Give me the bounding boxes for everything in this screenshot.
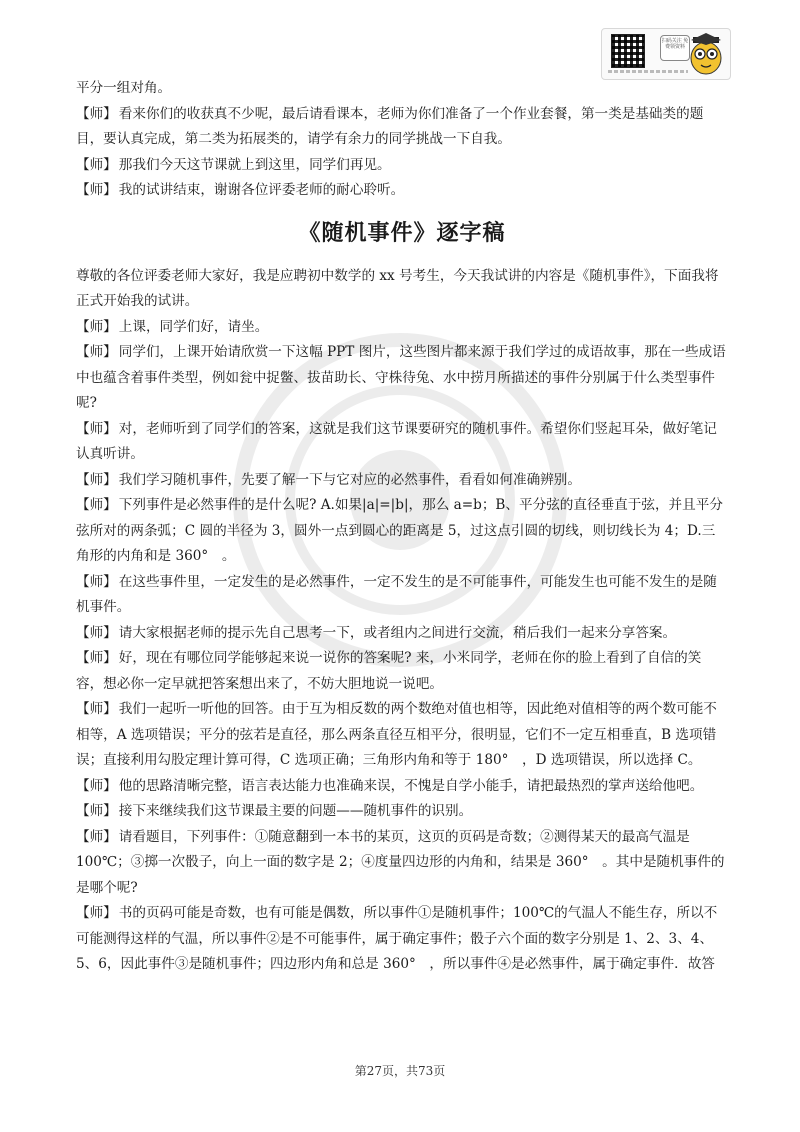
- paragraph: [76, 340, 728, 417]
- paragraph: [76, 901, 728, 978]
- paragraph: [76, 697, 728, 774]
- paragraph-text: 请大家根据老师的提示先自己思考一下，或者组内之间进行交流，稍后我们一起来分享答案。: [118, 624, 677, 641]
- speaker-tag: 【师】: [76, 156, 117, 173]
- paragraph-text: 他的思路清晰完整，语言表达能力也准确来误，不愧是自学小能手，请把最热烈的掌声送给他吧。: [118, 777, 704, 794]
- speaker-tag: 【师】: [76, 420, 117, 437]
- paragraph: [76, 799, 728, 825]
- paragraph: [76, 76, 728, 102]
- paragraph-text: 我的试讲结束，谢谢各位评委老师的耐心聆听。: [118, 182, 405, 198]
- document-body: [76, 76, 728, 978]
- paragraph: [76, 493, 728, 570]
- paragraph-text: 在这些事件里，一定发生的是必然事件，一定不发生的是不可能事件，可能发生也可能不发生的是随机事件。: [76, 573, 717, 615]
- header-badge: [601, 28, 731, 80]
- badge-text: 扫码关注 免费领资料: [660, 35, 690, 61]
- speaker-tag: 【师】: [76, 777, 117, 794]
- section-after-title: [76, 264, 728, 978]
- qr-code[interactable]: [612, 35, 644, 67]
- paragraph-text: 那我们今天这节课就上到这里，同学们再见。: [118, 156, 391, 173]
- speaker-tag: 【师】: [76, 828, 117, 845]
- paragraph-text: 看来你们的收获真不少呢，最后请看课本，老师为你们准备了一个作业套餐，第一类是基础类的题目，要认真完成，第二类为拓展类的，请学有余力的同学挑战一下自我。: [76, 105, 704, 147]
- speaker-tag: 【师】: [76, 573, 117, 590]
- speaker-tag: 【师】: [76, 105, 117, 122]
- paragraph: [76, 646, 728, 697]
- paragraph-text: 接下来继续我们这节课最主要的问题——随机事件的识别。: [118, 803, 473, 819]
- speaker-tag: 【师】: [76, 344, 117, 360]
- page-number: 第27页，共73页: [354, 1064, 446, 1078]
- document-title: 《随机事件》逐字稿: [298, 219, 506, 246]
- paragraph: [76, 102, 728, 153]
- paragraph-text: 我们学习随机事件，先要了解一下与它对应的必然事件，看看如何准确辨别。: [118, 471, 581, 488]
- speaker-tag: 【师】: [76, 624, 117, 641]
- paragraph-text: 尊敬的各位评委老师大家好，我是应聘初中数学的 xx 号考生，今天我试讲的内容是《随机事件》，下面我将正式开始我的试讲。: [76, 267, 719, 309]
- section-before-title: [76, 76, 728, 204]
- paragraph-text: 下列事件是必然事件的是什么呢? A.如果|a|=|b|，那么 a=b；B、平分弦的直径垂直于弦，并且平分弦所对的两条弧；C 圆的半径为 3，圆外一点到圆心的距离是 5，过这点引圆的切线，则切线长为 4；D.三角形的内角和是 360° 。: [76, 497, 723, 564]
- paragraph-text: 上课，同学们好，请坐。: [118, 318, 269, 335]
- speaker-tag: 【师】: [76, 701, 117, 717]
- paragraph: [76, 417, 728, 468]
- paragraph: [76, 153, 728, 179]
- speaker-tag: 【师】: [76, 471, 117, 488]
- speaker-tag: 【师】: [76, 318, 117, 335]
- paragraph: [76, 468, 728, 494]
- paragraph-text: 对，老师听到了同学们的答案，这就是我们这节课要研究的随机事件。希望你们竖起耳朵，做好笔记认真听讲。: [76, 420, 717, 462]
- paragraph: [76, 825, 728, 902]
- paragraph-text: 同学们，上课开始请欣赏一下这幅 PPT 图片，这些图片都来源于我们学过的成语故事，那在一些成语中也蕴含着事件类型，例如瓮中捉鳖、拔苗助长、守株待兔、水中捞月所描述的事件分别属于什么类型事件呢?: [76, 344, 726, 411]
- speaker-tag: 【师】: [76, 182, 117, 198]
- speaker-tag: 【师】: [76, 803, 117, 819]
- paragraph-text: 平分一组对角。: [76, 80, 172, 96]
- speaker-tag: 【师】: [76, 650, 117, 666]
- speaker-tag: 【师】: [76, 497, 117, 513]
- paragraph: [76, 774, 728, 800]
- paragraph-text: 我们一起听一听他的回答。由于互为相反数的两个数绝对值也相等，因此绝对值相等的两个数可能不相等，A 选项错误；平分的弦若是直径，那么两条直径互相平分，很明显，它们不一定互相垂直，B 选项错误；直接利用勾股定理计算可得，C 选项正确；三角形内角和等于 180° ，D 选项错误，所以选择 C。: [76, 701, 717, 768]
- paragraph-text: 好，现在有哪位同学能够起来说一说你的答案呢? 来，小米同学，老师在你的脸上看到了自信的笑容，想必你一定早就把答案想出来了，不妨大胆地说一说吧。: [76, 650, 702, 692]
- paragraph: [76, 315, 728, 341]
- mascot-icon: [688, 32, 724, 76]
- badge-caption: [608, 70, 688, 73]
- paragraph: [76, 264, 728, 315]
- paragraph: [76, 178, 728, 204]
- paragraph: [76, 570, 728, 621]
- speaker-tag: 【师】: [76, 905, 117, 921]
- paragraph-text: 书的页码可能是奇数，也有可能是偶数，所以事件①是随机事件；100℃的气温人不能生存，所以不可能测得这样的气温，所以事件②是不可能事件，属于确定事件；骰子六个面的数字分别是 1、2、3、4、5、6，因此事件③是随机事件；四边形内角和总是 360° ，所以事件④是必然事件，属于确定事件．故答: [76, 905, 718, 972]
- paragraph: [76, 621, 728, 647]
- paragraph-text: 请看题目，下列事件：①随意翻到一本书的某页，这页的页码是奇数；②测得某天的最高气温是 100℃；③掷一次骰子，向上一面的数字是 2；④度量四边形的内角和，结果是 360° 。其中是随机事件的是哪个呢?: [76, 828, 725, 896]
